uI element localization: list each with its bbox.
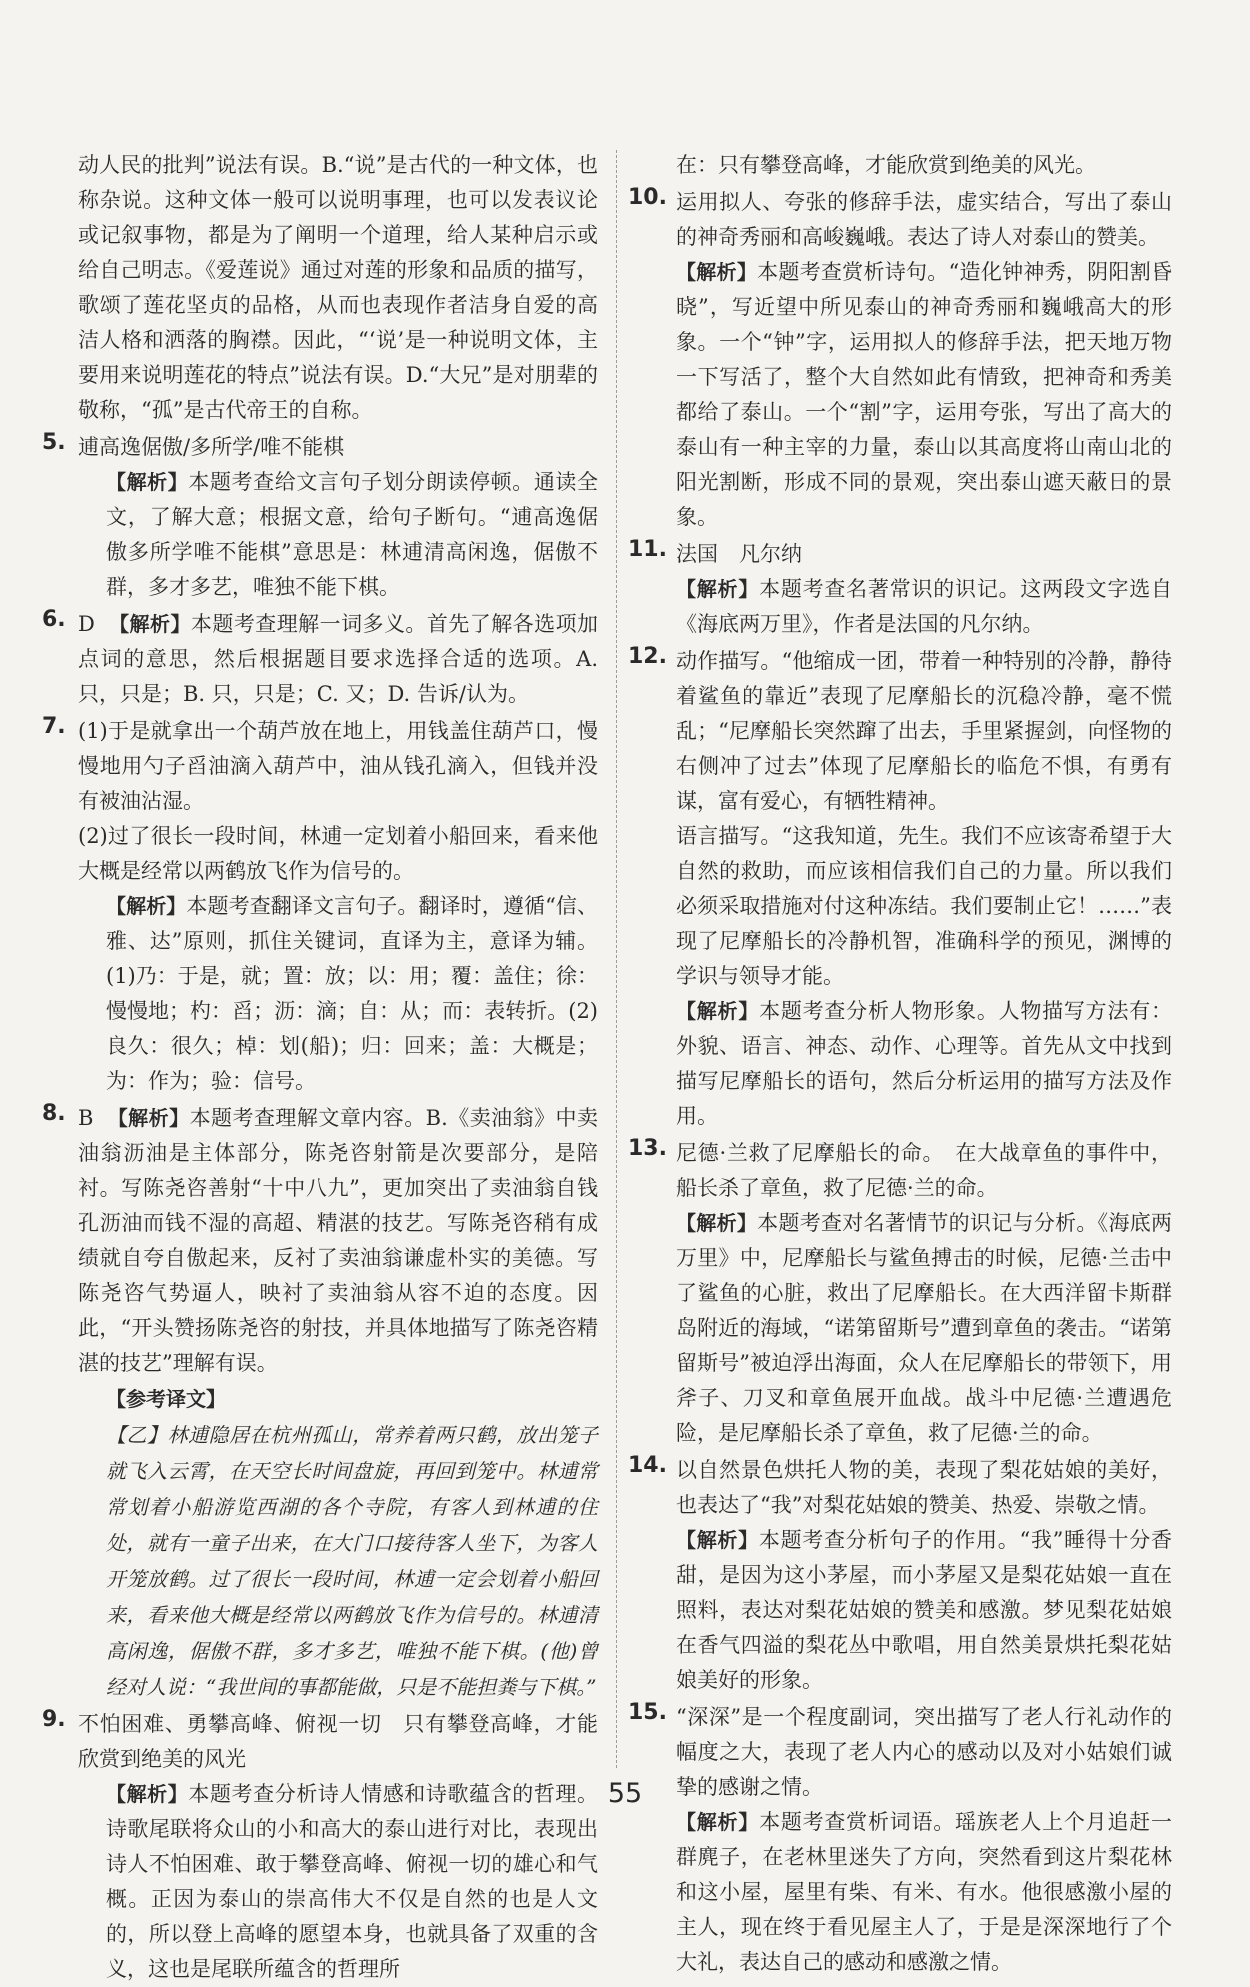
analysis-text: 本题考查赏析词语。瑶族老人上个月追赶一群麂子，在老林里迷失了方向，突然看到这片梨花林和这小屋，屋里有柴、有米、有水。他很感激小屋的主人，现在终于看见屋主人了，于是是深深地行了个大礼，表达自己的感动和感激之情。 <box>676 1810 1173 1974</box>
answer-text: 法国 凡尔纳 <box>676 542 802 566</box>
analysis-paragraph <box>676 994 1172 1134</box>
answer-paragraph <box>78 1101 598 1381</box>
left-column <box>42 148 599 1987</box>
analysis-text: 本题考查名著常识的识记。这两段文字选自《海底两万里》，作者是法国的凡尔纳。 <box>676 577 1173 636</box>
answer-text: D <box>78 612 95 636</box>
item-number: 12. <box>628 644 667 669</box>
right-column <box>628 148 1173 1980</box>
answer-text-1: 动作描写。“他缩成一团，带着一种特别的冷静，静待着鲨鱼的靠近”表现了尼摩船长的沉稳冷静，毫不慌乱；“尼摩船长突然蹿了出去，手里紧握剑，向怪物的右侧冲了过去”体现了尼摩船长的临危不惧，有勇有谋，富有爱心，有牺牲精神。 <box>676 649 1172 813</box>
analysis-text: 本题考查赏析诗句。“造化钟神秀，阴阳割昏晓”，写近望中所见泰山的神奇秀丽和巍峨高大的形象。一个“钟”字，运用拟人的修辞手法，把天地万物一下写活了，整个大自然如此有情致，把神奇和秀美都给了泰山。一个“割”字，运用夸张，写出了高大的泰山有一种主宰的力量，泰山以其高度将山南山北的阳光割断，形成不同的景观，突出泰山遮天蔽日的景象。 <box>676 260 1173 529</box>
analysis-paragraph <box>676 1206 1172 1451</box>
analysis-paragraph <box>676 572 1172 642</box>
reference-translation-title: 【参考译文】 <box>106 1387 226 1411</box>
analysis-text: 本题考查对名著情节的识记与分析。《海底两万里》中，尼摩船长与鲨鱼搏击的时候，尼德·兰击中了鲨鱼的心脏，救出了尼摩船长。在大西洋留卡斯群岛附近的海域，“诺第留斯号”遭到章鱼的袭击。“诺第留斯号”被迫浮出海面，众人在尼摩船长的带领下，用斧子、刀叉和章鱼展开血战。战斗中尼德·兰遭遇危险，是尼摩船长杀了章鱼，救了尼德·兰的命。 <box>676 1211 1173 1445</box>
analysis-tag: 【解析】 <box>107 1106 190 1130</box>
analysis-tag: 【解析】 <box>676 1211 758 1235</box>
q9-continuation: 在：只有攀登高峰，才能欣赏到绝美的风光。 <box>676 153 1096 177</box>
analysis-tag: 【解析】 <box>676 1810 760 1834</box>
analysis-text: 本题考查给文言句子划分朗读停顿。通读全文，了解大意；根据文意，给句子断句。“逋高逸倨傲多所学唯不能棋”意思是：林逋清高闲逸，倨傲不群，多才多艺，唯独不能下棋。 <box>106 470 599 599</box>
item-number: 9. <box>42 1707 66 1732</box>
analysis-text: 本题考查分析句子的作用。“我”睡得十分香甜，是因为这小茅屋，而小茅屋又是梨花姑娘一直在照料，表达对梨花姑娘的赞美和感激。梦见梨花姑娘在香气四溢的梨花丛中歌唱，用自然美景烘托梨花姑娘美好的形象。 <box>676 1528 1172 1692</box>
item-number: 6. <box>42 607 66 632</box>
analysis-paragraph <box>676 1523 1172 1698</box>
analysis-tag: 【解析】 <box>106 894 187 918</box>
analysis-tag: 【解析】 <box>106 470 189 494</box>
analysis-tag: 【解析】 <box>676 1528 759 1552</box>
answer-item-10 <box>628 185 1173 535</box>
answer-item-13 <box>628 1136 1173 1451</box>
answer-text-1: (1)于是就拿出一个葫芦放在地上，用钱盖住葫芦口，慢慢地用勺子舀油滴入葫芦中，油从钱孔滴入，但钱并没有被油沾湿。 <box>78 719 598 813</box>
item-number: 5. <box>42 430 66 455</box>
item-number: 15. <box>628 1700 667 1725</box>
answer-item-6 <box>42 607 599 712</box>
column-divider <box>616 150 617 1768</box>
analysis-tag: 【解析】 <box>676 577 760 601</box>
item-number: 7. <box>42 714 66 739</box>
item-number: 8. <box>42 1101 66 1126</box>
page-number: 55 <box>607 1778 643 1809</box>
analysis-text: 本题考查分析人物形象。人物描写方法有：外貌、语言、神态、动作、心理等。首先从文中找到描写尼摩船长的语句，然后分析运用的描写方法及作用。 <box>676 999 1173 1128</box>
answer-text: “深深”是一个程度副词，突出描写了老人行礼动作的幅度之大，表现了老人内心的感动以及对小姑娘们诚挚的感谢之情。 <box>676 1705 1172 1799</box>
reference-translation-text: 【乙】林逋隐居在杭州孤山，常养着两只鹤，放出笼子就飞入云霄，在天空长时间盘旋，再回到笼中。林逋常常划着小船游览西湖的各个寺院，有客人到林逋的住处，就有一童子出来，在大门口接待客人坐下，为客人开笼放鹤。过了很长一段时间，林逋一定会划着小船回来，看来他大概是经常以两鹤放飞作为信号的。林逋清高闲逸，倨傲不群，多才多艺，唯独不能下棋。(他)曾经对人说：“我世间的事都能做，只是不能担粪与下棋。” <box>106 1423 598 1699</box>
answer-text-2: 语言描写。“这我知道，先生。我们不应该寄希望于大自然的救助，而应该相信我们自己的力量。所以我们必须采取措施对付这种冻结。我们要制止它！……”表现了尼摩船长的冷静机智，准确科学的预见，渊博的学识与领导才能。 <box>676 824 1172 988</box>
analysis-text: 本题考查翻译文言句子。翻译时，遵循“信、雅、达”原则，抓住关键词，直译为主，意译为辅。(1)乃：于是，就；置：放；以：用；覆：盖住；徐：慢慢地；杓：舀；沥：滴；自：从；而：表转折。(2)良久：很久；棹：划(船)；归：回来；盖：大概是；为：作为；验：信号。 <box>106 894 599 1093</box>
answer-text: 尼德·兰救了尼摩船长的命。 在大战章鱼的事件中，船长杀了章鱼，救了尼德·兰的命。 <box>676 1141 1172 1200</box>
analysis-paragraph <box>676 1805 1172 1980</box>
item-number: 11. <box>628 537 667 562</box>
answer-item-7 <box>42 714 599 1099</box>
answer-text: 以自然景色烘托人物的美，表现了梨花姑娘的美好，也表达了“我”对梨花姑娘的赞美、热爱、崇敬之情。 <box>676 1458 1172 1517</box>
answer-item-12 <box>628 644 1173 1134</box>
item-number: 14. <box>628 1453 667 1478</box>
answer-paragraph <box>78 607 598 712</box>
analysis-tag: 【解析】 <box>106 1782 189 1806</box>
analysis-paragraph <box>78 889 598 1099</box>
item-number: 13. <box>628 1136 667 1161</box>
answer-text: B <box>78 1106 94 1130</box>
analysis-text: 本题考查分析诗人情感和诗歌蕴含的哲理。诗歌尾联将众山的小和高大的泰山进行对比，表现出诗人不怕困难、敢于攀登高峰、俯视一切的雄心和气概。正因为泰山的崇高伟大不仅是自然的也是人文的，所以登上高峰的愿望本身，也就具备了双重的含义，这也是尾联所蕴含的哲理所 <box>106 1782 599 1981</box>
answer-item-9 <box>42 1707 599 1987</box>
item-number: 10. <box>628 185 667 210</box>
analysis-tag: 【解析】 <box>109 612 191 636</box>
answer-item-15 <box>628 1700 1173 1980</box>
analysis-tag: 【解析】 <box>676 260 758 284</box>
answer-text: 不怕困难、勇攀高峰、俯视一切 只有攀登高峰，才能欣赏到绝美的风光 <box>78 1712 598 1771</box>
answer-text-2: (2)过了很长一段时间，林逋一定划着小船回来，看来他大概是经常以两鹤放飞作为信号的。 <box>78 824 598 883</box>
answer-text: 运用拟人、夸张的修辞手法，虚实结合，写出了泰山的神奇秀丽和高峻巍峨。表达了诗人对泰山的赞美。 <box>676 190 1172 249</box>
q4-continuation: 动人民的批判”说法有误。B.“说”是古代的一种文体，也称杂说。这种文体一般可以说明事理，也可以发表议论或记叙事物，都是为了阐明一个道理，给人某种启示或给自己明志。《爱莲说》通过对莲的形象和品质的描写，歌颂了莲花坚贞的品格，从而也表现作者洁身自爱的高洁人格和洒落的胸襟。因此，“‘说’是一种说明文体，主要用来说明莲花的特点”说法有误。D.“大兄”是对朋辈的敬称，“孤”是古代帝王的自称。 <box>78 153 598 422</box>
analysis-paragraph <box>78 465 598 605</box>
answer-item-5 <box>42 430 599 605</box>
analysis-text: 本题考查理解文章内容。B.《卖油翁》中卖油翁沥油是主体部分，陈尧咨射箭是次要部分，是陪衬。写陈尧咨善射“十中八九”，更加突出了卖油翁自钱孔沥油而钱不湿的高超、精湛的技艺。写陈尧咨稍有成绩就自夸自傲起来，反衬了卖油翁谦虚朴实的美德。写陈尧咨气势逼人，映衬了卖油翁从容不迫的态度。因此，“开头赞扬陈尧咨的射技，并具体地描写了陈尧咨精湛的技艺”理解有误。 <box>78 1106 599 1375</box>
analysis-tag: 【解析】 <box>676 999 760 1023</box>
analysis-paragraph <box>676 255 1172 535</box>
answer-text: 逋高逸倨傲/多所学/唯不能棋 <box>78 435 345 459</box>
analysis-text: 本题考查理解一词多义。首先了解各选项加点词的意思，然后根据题目要求选择合适的选项。A. 只，只是；B. 只，只是；C. 又；D. 告诉/认为。 <box>78 612 599 706</box>
answer-item-14 <box>628 1453 1172 1698</box>
answer-item-8 <box>42 1101 599 1705</box>
answer-item-11 <box>628 537 1173 642</box>
